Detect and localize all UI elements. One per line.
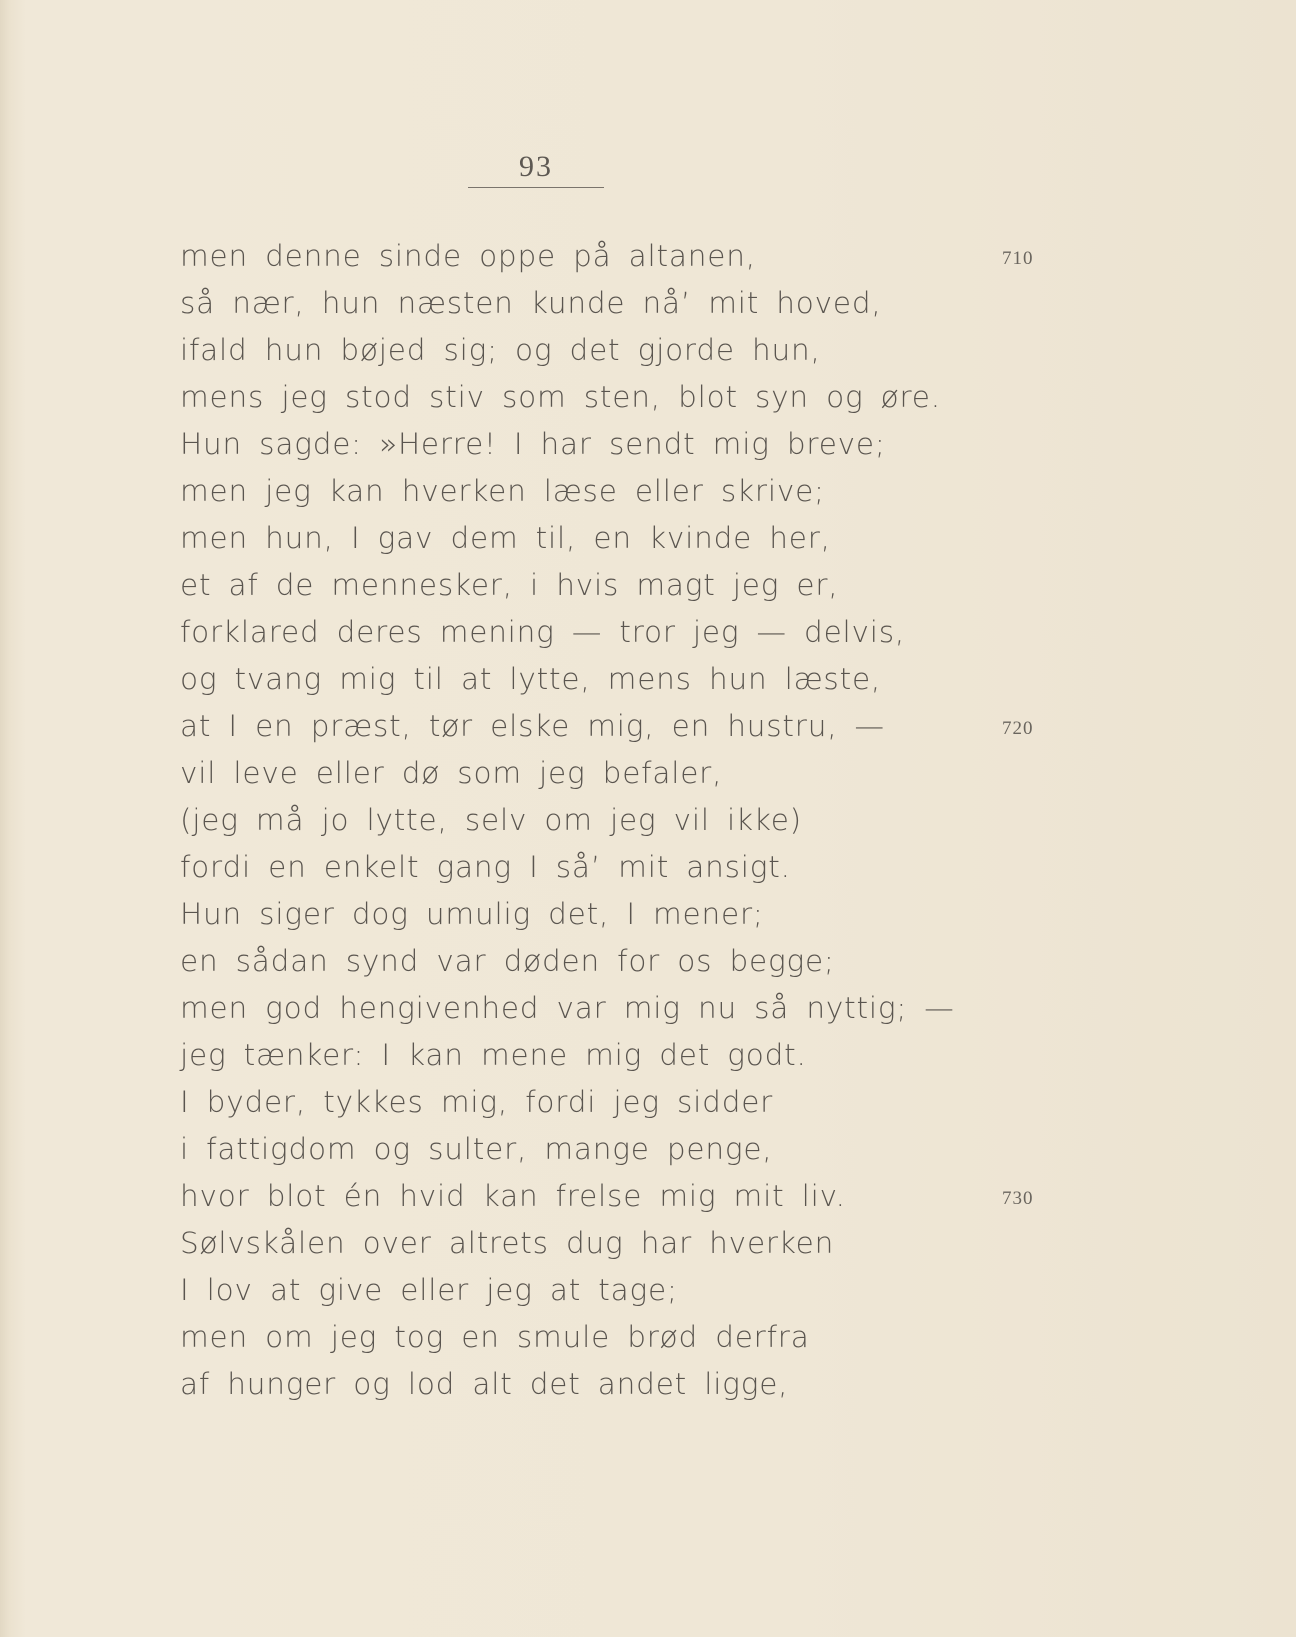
page-header — [468, 150, 604, 192]
poem-text — [180, 233, 955, 1408]
page-number-rule — [468, 187, 604, 188]
verse-line: hvor blot én hvid kan frelse mig mit liv. — [180, 1179, 846, 1213]
verse-line: så nær, hun næsten kunde nå’ mit hoved, — [180, 286, 882, 320]
verse-line: en sådan synd var døden for os begge; — [180, 944, 835, 978]
verse-line: men jeg kan hverken læse eller skrive; — [180, 474, 825, 508]
verse-line: men god hengivenhed var mig nu så nyttig; — — [180, 991, 955, 1025]
verse-line: at I en præst, tør elske mig, en hustru, — — [180, 709, 885, 743]
verse-line: i fattigdom og sulter, mange penge, — [180, 1132, 773, 1166]
verse-line: forklared deres mening — tror jeg — delvis, — [180, 615, 906, 649]
verse-line: men hun, I gav dem til, en kvinde her, — [180, 521, 831, 555]
verse-line: men denne sinde oppe på altanen, — [180, 239, 756, 273]
page-number: 93 — [519, 150, 553, 183]
verse-line: jeg tænker: I kan mene mig det godt. — [180, 1038, 807, 1072]
verse-line: (jeg må jo lytte, selv om jeg vil ikke) — [180, 803, 802, 837]
verse-line: vil leve eller dø som jeg befaler, — [180, 756, 723, 790]
verse-line: ifald hun bøjed sig; og det gjorde hun, — [180, 333, 821, 367]
verse-line: fordi en enkelt gang I så’ mit ansigt. — [180, 850, 791, 884]
verse-line: I byder, tykkes mig, fordi jeg sidder — [180, 1085, 774, 1119]
verse-line: Hun sagde: »Herre! I har sendt mig breve; — [180, 427, 886, 461]
verse-line: men om jeg tog en smule brød derfra — [180, 1320, 810, 1354]
line-number-730: 730 — [1002, 1188, 1034, 1209]
verse-line: et af de mennesker, i hvis magt jeg er, — [180, 568, 839, 602]
verse-line: I lov at give eller jeg at tage; — [180, 1273, 678, 1307]
verse-line: Sølvskålen over altrets dug har hverken — [180, 1226, 835, 1260]
verse-line: og tvang mig til at lytte, mens hun læste, — [180, 662, 882, 696]
verse-line: mens jeg stod stiv som sten, blot syn og øre. — [180, 380, 941, 414]
verse-line: af hunger og lod alt det andet ligge, — [180, 1367, 789, 1401]
line-number-720: 720 — [1002, 718, 1034, 739]
verse-line: Hun siger dog umulig det, I mener; — [180, 897, 764, 931]
line-number-710: 710 — [1002, 248, 1034, 269]
